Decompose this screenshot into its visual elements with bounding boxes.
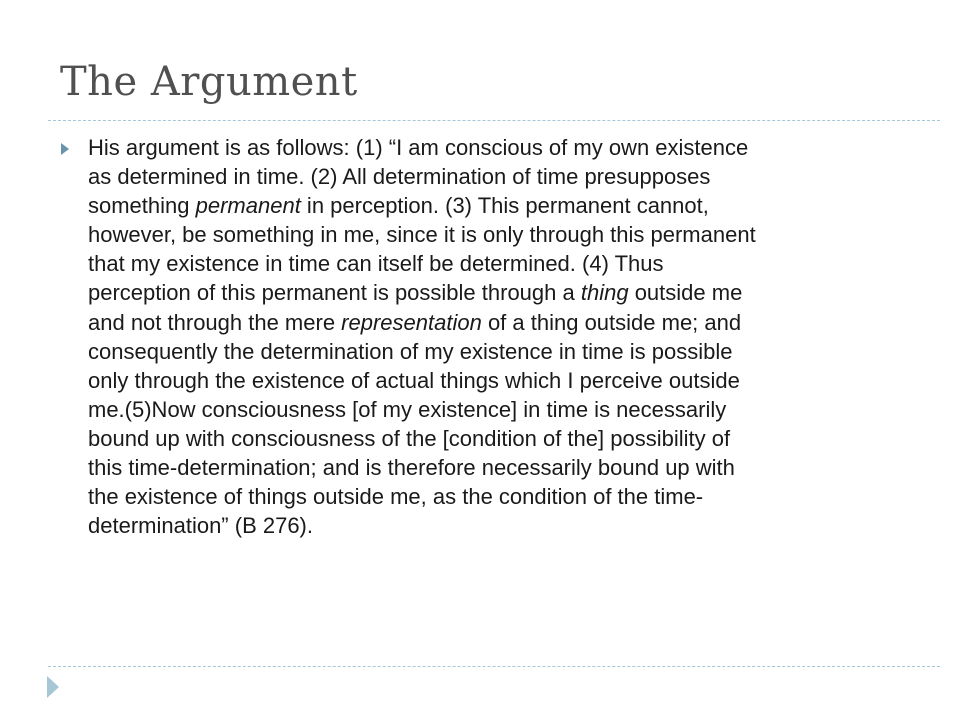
bullet-triangle-icon <box>61 143 69 155</box>
text-segment: only through the existence of actual things which I perceive outside <box>88 367 740 393</box>
title-divider <box>48 120 940 121</box>
text-line <box>88 337 918 366</box>
text-segment: me.(5)Now consciousness [of my existence] in time is necessarily <box>88 396 727 422</box>
text-segment: perception of this permanent is possible through a <box>88 280 581 306</box>
text-segment: something <box>88 193 196 219</box>
slide-arrow-icon <box>47 676 59 698</box>
text-line <box>88 249 918 278</box>
argument-paragraph <box>88 133 918 540</box>
text-segment: bound up with consciousness of the [condition of the] possibility of <box>88 425 731 451</box>
text-line <box>88 511 918 540</box>
text-line <box>88 453 918 482</box>
text-segment: this time-determination; and is therefore necessarily bound up with <box>88 455 735 481</box>
text-segment: that my existence in time can itself be determined. (4) Thus <box>88 251 664 277</box>
text-line <box>88 366 918 395</box>
text-line <box>88 133 918 162</box>
text-segment: outside me <box>628 280 743 306</box>
text-line <box>88 162 918 191</box>
text-segment: consequently the determination of my existence in time is possible <box>88 338 733 364</box>
text-line <box>88 191 918 220</box>
text-line <box>88 308 918 337</box>
text-segment: however, be something in me, since it is only through this permanent <box>88 222 756 248</box>
text-line <box>88 482 918 511</box>
footer-divider <box>48 666 940 667</box>
text-line <box>88 395 918 424</box>
text-line <box>88 220 918 249</box>
italic-term: representation <box>341 309 482 335</box>
italic-term: permanent <box>195 193 301 219</box>
text-segment: as determined in time. (2) All determination of time presupposes <box>88 164 711 190</box>
text-segment: in perception. (3) This permanent cannot, <box>300 193 709 219</box>
text-line <box>88 278 918 307</box>
italic-term: thing <box>580 280 629 306</box>
text-segment: determination” (B 276). <box>88 513 313 539</box>
text-segment: and not through the mere <box>88 309 342 335</box>
text-segment: of a thing outside me; and <box>481 309 742 335</box>
slide-title: The Argument <box>60 59 358 105</box>
text-line <box>88 424 918 453</box>
text-segment: His argument is as follows: (1) “I am conscious of my own existence <box>88 135 749 160</box>
text-segment: the existence of things outside me, as the condition of the time- <box>88 484 704 510</box>
